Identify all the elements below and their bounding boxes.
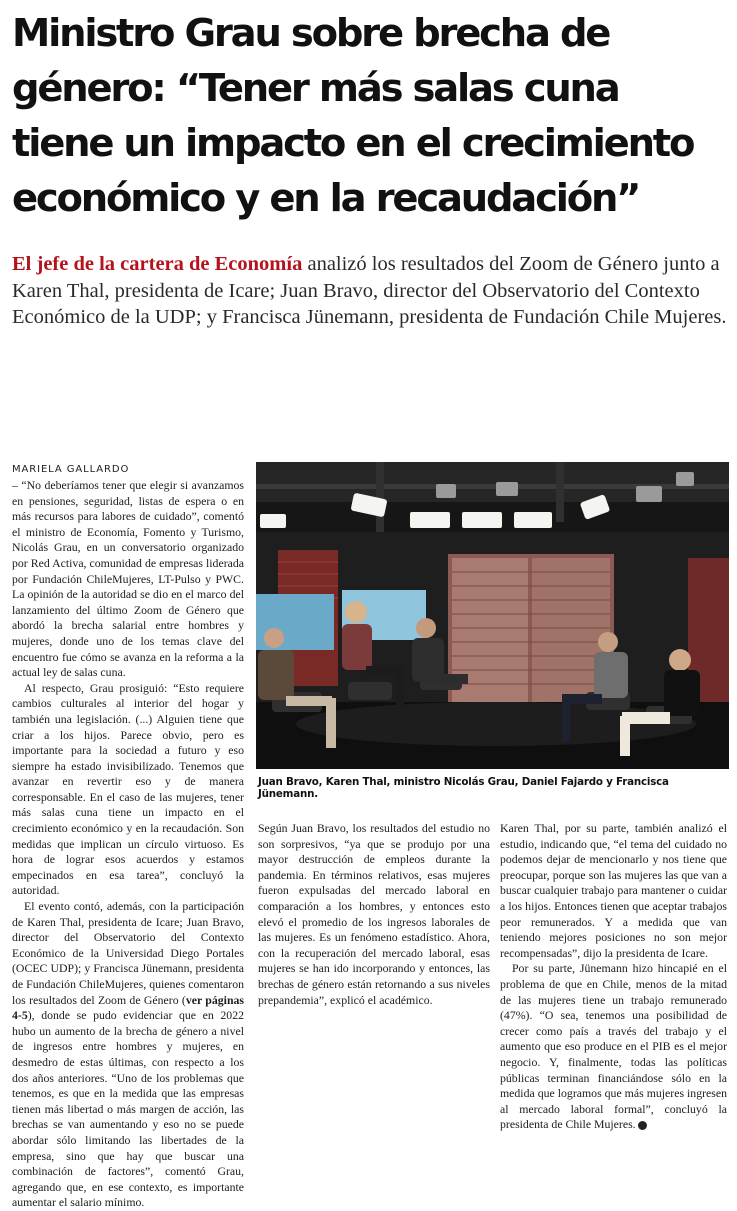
article-column-2 [258, 821, 490, 1166]
lead-paragraph [12, 251, 727, 331]
body-paragraph-2: Al respecto, Grau prosiguió: “Esto requiere cambios culturales al interior del hogar y también una legislación. (...) Alguien tiene que criar a los hijos. Parece obvio, pero es importante para la sociedad a futuro y eso siempre ha estado invisibilizado. Tenemos que avanzar en revertir eso y de manera corresponsable. En el caso de las mujeres, tener más salas cuna tiene un impacto en el crecimiento económico y en la recaudación. Son medidas que implican un círculo virtuoso. Es hora de lograr esos acuerdos y estamos empecinados en esa tarea”, concluyó la autoridad. [12, 680, 244, 898]
body-paragraph-3-start: El evento contó, además, con la participación de Karen Thal, presidenta de Icare; Juan Bravo, director del Observatorio del Contexto Económico de la Universidad Diego Portales (OCEC UDP); y Francisca Jünemann, presidenta de Fundación ChileMujeres, quienes comentaron los resultados del Zoom de Género ( [12, 899, 244, 1007]
body-paragraph-5: Karen Thal, por su parte, también analizó el estudio, indicando que, “el tema del cuidado no podemos dejar de mencionarlo y nos tiene que preocupar, porque son las mujeres las que van a buscar cualquier trabajo para mantener o cuidar a los hijos. Entonces tienen que aceptar trabajos peor remunerados. Y a medida que van teniendo mejores posiciones no son mejor recompensadas”, dijo la presidenta de Icare. [500, 821, 727, 960]
article-column-3 [500, 821, 727, 1166]
body-paragraph-3-end: ), donde se pudo evidenciar que en 2022 hubo un aumento de la brecha de género a nivel de ingresos entre hombres y mujeres, en desmedro de estas últimas, con respecto a los dos años anteriores. “Uno de los problemas que tenemos, es que en la medida que las empresas tienen más libertad o más margen de acción, las brechas se van aumentando y eso no se puede abordar sólo limitando las libertades de la empresa, sino que hay que buscar una combinación de factores”, comentó Grau, agregando que, en ese contexto, es importante aumentar el salario mínimo. [12, 1008, 244, 1210]
lead-text: analizó los resultados del Zoom de Género junto a Karen Thal, presidenta de Icare; Juan Bravo, director del Observatorio del Contexto Económico de la UDP; y Francisca Jünemann, presidenta de Fundación Chile Mujeres. [12, 253, 727, 328]
page-reference: ver páginas 4-5 [12, 992, 244, 1023]
headline: Ministro Grau sobre brecha de género: “Tener más salas cuna tiene un impacto en el crecimiento económico y en la recaudación” [12, 11, 694, 221]
body-paragraph-3 [12, 899, 244, 1211]
end-mark-icon [638, 1121, 647, 1130]
body-paragraph-6-text: Por su parte, Jünemann hizo hincapié en el problema de que en Chile, menos de la mitad de las mujeres tiene un trabajo remunerado (47%). “O sea, tenemos una posibilidad de crecer como país a través del trabajo y el aumento que eso produce en el PIB es el mejor negocio. Y, finalmente, todas las políticas públicas terminan financiándose sólo en la medida que logramos que más mujeres ingresen al mercado laboral formal”, concluyó la presidenta de Chile Mujeres. [500, 961, 727, 1132]
body-paragraph-4: Según Juan Bravo, los resultados del estudio no son sorpresivos, “ya que se produjo por una mayor destrucción de empleos durante la pandemia. En términos relativos, esas mujeres fueron expulsadas del mercado laboral en comparación a los hombres, y entonces esto elevó el promedio de los ingresos laborales de las mujeres. Es un fenómeno estadístico. Ahora, con la recuperación del mercado laboral, esas mujeres se han ido incorporando y entonces, las brechas de género están retornando a sus niveles prepandemia”, explicó el académico. [258, 821, 490, 1007]
byline: MARIELA GALLARDO [12, 464, 130, 475]
photo-caption: Juan Bravo, Karen Thal, ministro Nicolás Grau, Daniel Fajardo y Francisca Jünemann. [258, 776, 669, 800]
lead-highlight: El jefe de la cartera de Economía [12, 253, 303, 275]
body-paragraph-1: – “No deberíamos tener que elegir si avanzamos en pensiones, seguridad, listas de espera o en más recursos para labores de cuidado”, comentó el ministro de Economía, Fomento y Turismo, Nicolás Grau, en un conversatorio organizado por Red Activa, comunidad de empresas liderada por Fundación ChileMujeres, LT-Pulso y PWC. La opinión de la autoridad se dio en el marco del lanzamiento del último Zoom de Género que abordó la brecha salarial entre hombres y mujeres, donde uno de los temas clave del encuentro fue cómo se avanza en la reforma a la actual ley de salas cuna. [12, 478, 244, 680]
event-photo [256, 462, 729, 769]
article-column-1 [12, 478, 244, 1210]
body-paragraph-6 [500, 961, 727, 1133]
